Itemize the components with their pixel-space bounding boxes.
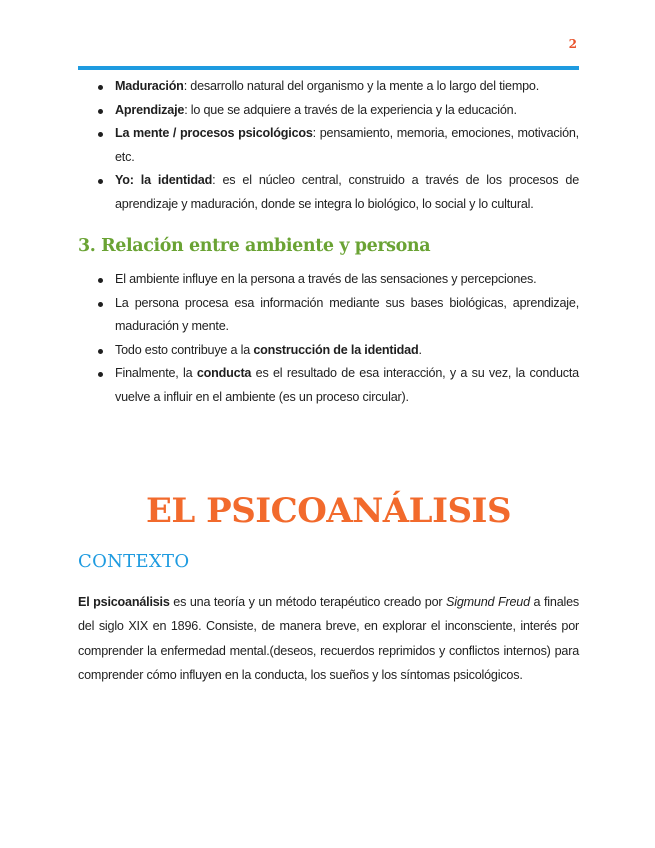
subsection-title: CONTEXTO bbox=[78, 551, 190, 572]
context-paragraph bbox=[78, 590, 579, 687]
term-description: es el núcleo central, construido a través de los procesos de aprendizaje y maduración, donde se integra lo biológico, lo social y lo cultural. bbox=[115, 173, 579, 211]
page-content bbox=[78, 75, 579, 687]
term-description: desarrollo natural del organismo y la mente a lo largo del tiempo. bbox=[187, 79, 540, 93]
page-number: 2 bbox=[568, 37, 577, 51]
item-text: es el resultado de esa interacción, y a su vez, la conducta vuelve a influir en el ambiente (es un proceso circular). bbox=[115, 366, 579, 404]
list-item-identidad bbox=[78, 169, 579, 216]
item-text: Finalmente, la bbox=[115, 366, 197, 380]
chapter-title: EL PSICOANÁLISIS bbox=[145, 491, 512, 531]
relation-list bbox=[78, 268, 579, 409]
item-text: . bbox=[418, 342, 422, 357]
list-item: El ambiente influye en la persona a través de las sensaciones y percepciones. bbox=[78, 268, 579, 292]
term-description: lo que se adquiere a través de la experiencia y la educación. bbox=[187, 102, 517, 117]
term-label: Maduración bbox=[115, 79, 184, 93]
term-separator: : bbox=[184, 102, 188, 117]
term-label: Yo: la identidad bbox=[115, 173, 213, 187]
list-item-aprendizaje bbox=[78, 99, 579, 123]
item-emphasis: construcción de la identidad bbox=[253, 342, 419, 357]
item-emphasis: conducta bbox=[196, 366, 252, 380]
list-item bbox=[78, 362, 579, 409]
section-heading: 3. Relación entre ambiente y persona bbox=[78, 236, 431, 256]
author-name: Sigmund Freud bbox=[446, 595, 530, 609]
term-separator: : bbox=[183, 79, 187, 93]
paragraph-text: es una teoría y un método terapéutico creado por bbox=[169, 595, 447, 609]
list-item: La persona procesa esa información mediante sus bases biológicas, aprendizaje, maduración y mente. bbox=[78, 292, 579, 339]
term-description: pensamiento, memoria, emociones, motivación, etc. bbox=[115, 126, 579, 164]
list-item-mente bbox=[78, 122, 579, 169]
header-divider bbox=[78, 66, 579, 70]
list-item bbox=[78, 339, 579, 363]
list-item-maduracion bbox=[78, 75, 579, 99]
term-label: La mente / procesos psicológicos bbox=[115, 126, 313, 140]
concepts-list bbox=[78, 75, 579, 216]
item-text: Todo esto contribuye a la bbox=[115, 342, 254, 357]
paragraph-emphasis: El psicoanálisis bbox=[78, 595, 170, 609]
term-separator: : bbox=[212, 173, 216, 187]
term-label: Aprendizaje bbox=[115, 102, 185, 117]
term-separator: : bbox=[312, 126, 316, 140]
paragraph-text: a finales del siglo XIX en 1896. Consiste, de manera breve, en explorar el inconsciente, interés por comprender la enfermedad mental.(deseos, recuerdos reprimidos y conflictos internos) para comprender cómo influyen en la conducta, los sueños y los síntomas psicológicos. bbox=[78, 595, 580, 682]
